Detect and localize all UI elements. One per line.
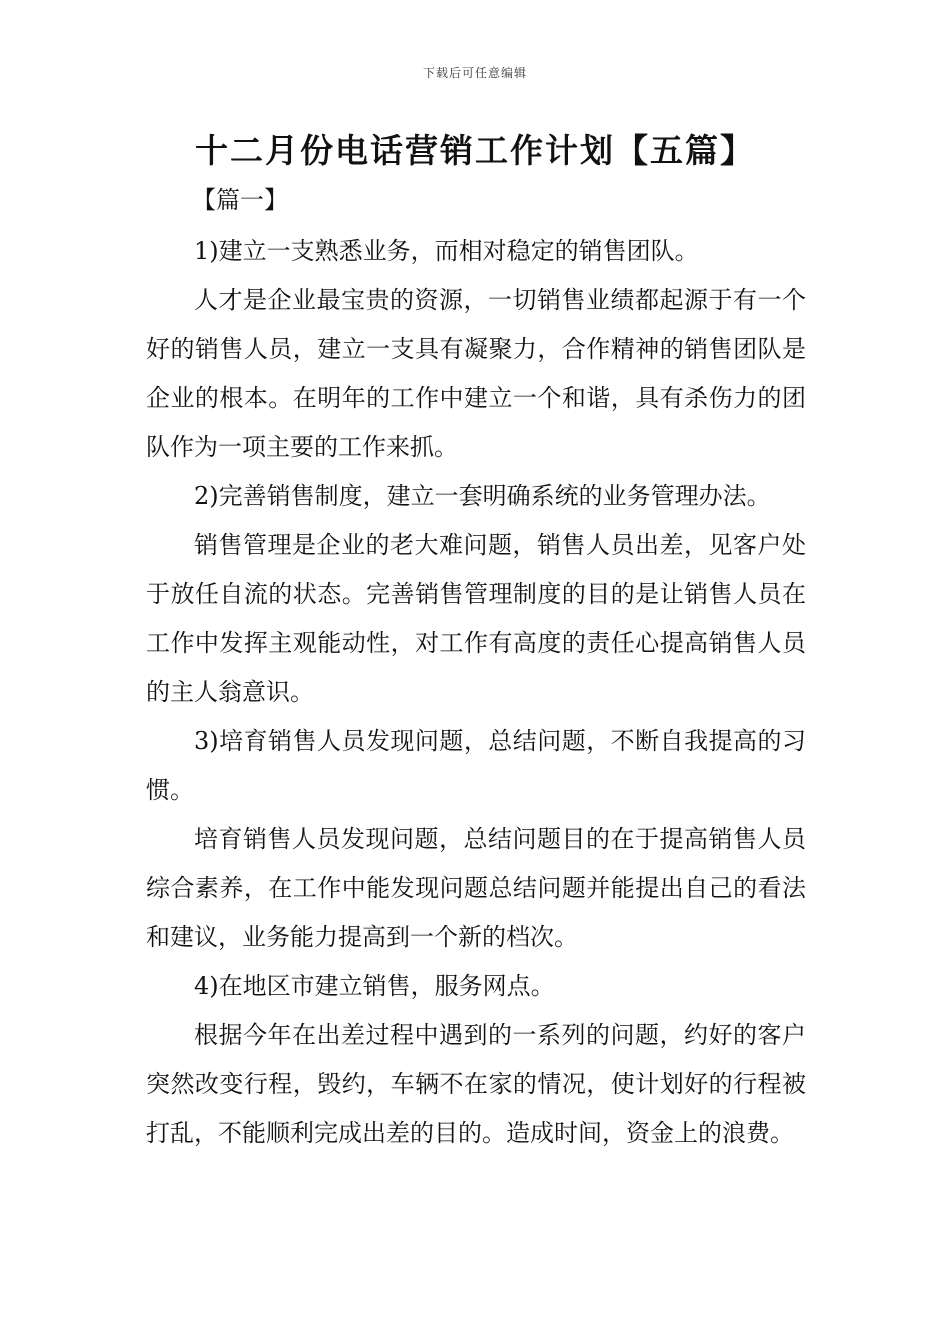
paragraph-body-2: 销售管理是企业的老大难问题，销售人员出差，见客户处于放任自流的状态。完善销售管理制度的目的是让销售人员在工作中发挥主观能动性，对工作有高度的责任心提高销售人员的主人翁意识。: [146, 531, 806, 706]
header-note: 下载后可任意编辑: [422, 66, 527, 80]
section-label: 【篇一】: [192, 186, 288, 214]
paragraph-item-3: 3)培育销售人员发现问题，总结问题，不断自我提高的习惯。: [146, 727, 806, 804]
paragraph-body-1: 人才是企业最宝贵的资源，一切销售业绩都起源于有一个好的销售人员，建立一支具有凝聚力，合作精神的销售团队是企业的根本。在明年的工作中建立一个和谐，具有杀伤力的团队作为一项主要的工作来抓。: [146, 286, 806, 461]
document-title: 十二月份电话营销工作计划【五篇】: [195, 131, 755, 170]
document-body: [146, 227, 806, 1158]
paragraph-body-3: 培育销售人员发现问题，总结问题目的在于提高销售人员综合素养，在工作中能发现问题总结问题并能提出自己的看法和建议，业务能力提高到一个新的档次。: [146, 825, 806, 951]
paragraph-item-1: 1)建立一支熟悉业务，而相对稳定的销售团队。: [194, 237, 699, 265]
paragraph-item-4: 4)在地区市建立销售，服务网点。: [194, 972, 555, 1000]
paragraph-item-2: 2)完善销售制度，建立一套明确系统的业务管理办法。: [194, 482, 771, 510]
paragraph-body-4: 根据今年在出差过程中遇到的一系列的问题，约好的客户突然改变行程，毁约，车辆不在家的情况，使计划好的行程被打乱，不能顺利完成出差的目的。造成时间，资金上的浪费。: [146, 1021, 806, 1147]
